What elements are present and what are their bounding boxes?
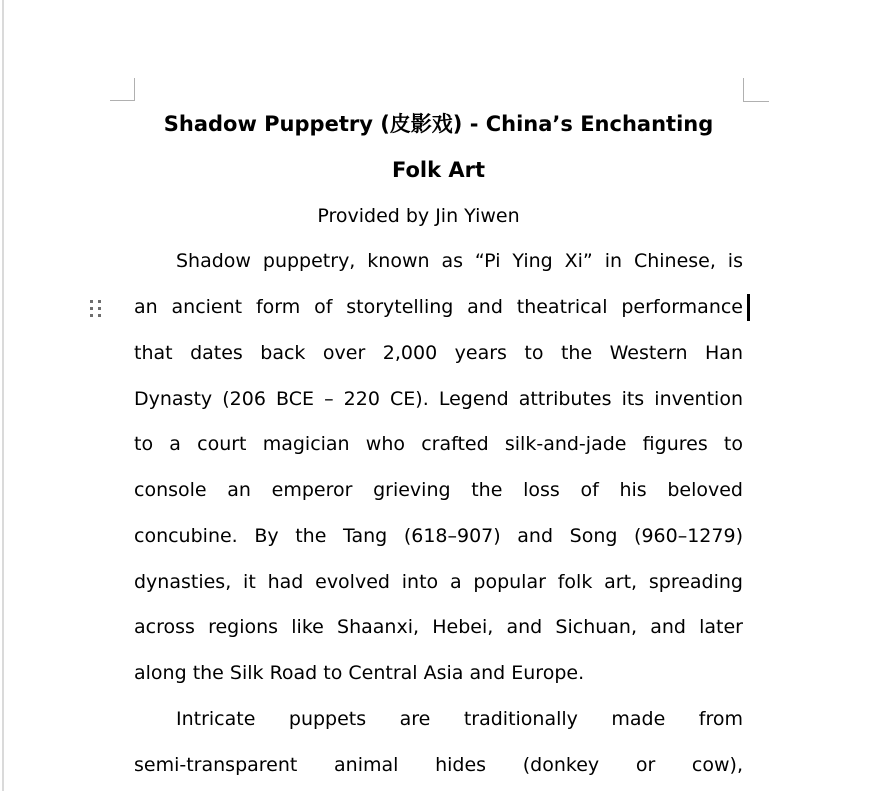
document-byline[interactable]: Provided by Jin Yiwen <box>317 204 520 227</box>
body-text-line[interactable]: dynasties, it had evolved into a popular folk art, spreading <box>134 570 743 593</box>
text-cursor-caret <box>747 294 750 321</box>
body-text-line[interactable]: along the Silk Road to Central Asia and Europe. <box>134 662 585 684</box>
body-text-line[interactable]: concubine. By the Tang (618–907) and Song (960–1279) <box>134 524 743 547</box>
drag-handle-dot <box>98 300 101 303</box>
body-text-line[interactable]: that dates back over 2,000 years to the Western Han <box>134 341 743 364</box>
body-text-line[interactable]: Shadow puppetry, known as “Pi Ying Xi” in Chinese, is <box>176 250 743 273</box>
drag-handle-dot <box>98 307 101 310</box>
body-text-line[interactable]: to a court magician who crafted silk-and-jade figures to <box>134 433 743 456</box>
margin-crop-mark-top-right-icon <box>743 78 769 102</box>
body-text-line[interactable]: semi-transparent animal hides (donkey or cow), <box>134 753 743 776</box>
page-left-edge <box>2 0 4 791</box>
document-title-line-2[interactable]: Folk Art <box>391 157 486 182</box>
body-text-line[interactable]: an ancient form of storytelling and theatrical performance <box>134 296 743 318</box>
drag-handle-dot <box>90 307 93 310</box>
drag-handle-dot <box>90 300 93 303</box>
body-text-line[interactable]: console an emperor grieving the loss of his beloved <box>134 479 743 501</box>
document-title-line-1[interactable]: Shadow Puppetry (皮影戏) - China’s Enchanting <box>163 112 714 136</box>
document-text-area[interactable] <box>134 102 743 788</box>
drag-handle-icon[interactable] <box>90 300 101 317</box>
body-text-line[interactable]: Dynasty (206 BCE – 220 CE). Legend attributes its invention <box>134 387 743 410</box>
drag-handle-dot <box>90 314 93 317</box>
body-text-line[interactable]: Intricate puppets are traditionally made from <box>176 707 743 730</box>
body-text-line[interactable]: across regions like Shaanxi, Hebei, and Sichuan, and later <box>134 616 743 639</box>
drag-handle-dot <box>98 314 101 317</box>
margin-crop-mark-top-left-icon <box>110 78 135 101</box>
